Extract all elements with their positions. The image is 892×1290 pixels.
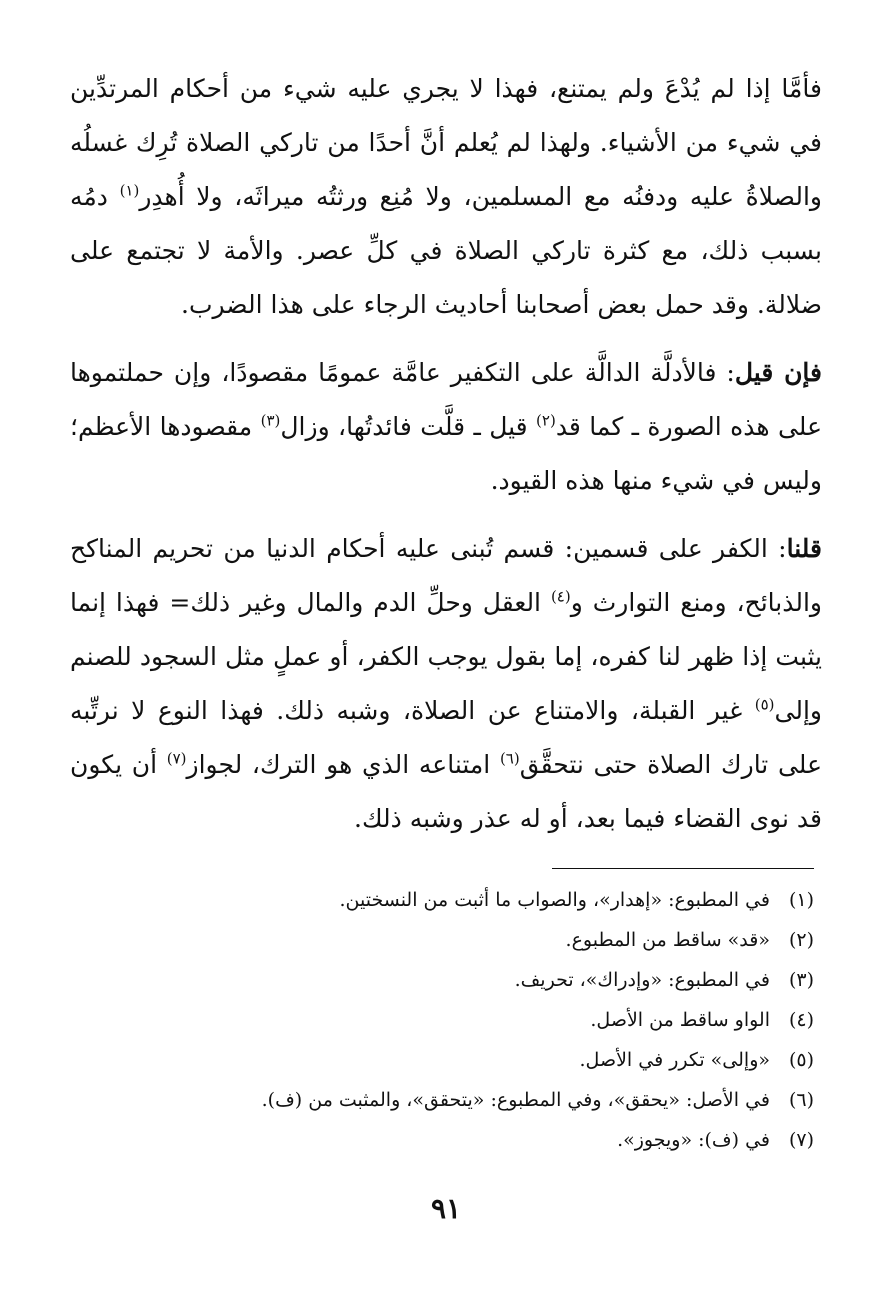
footnote-text: في المطبوع: «وإدراك»، تحريف. bbox=[514, 969, 770, 991]
page-number: ٩١ bbox=[430, 1192, 462, 1225]
footnote-ref-2[interactable]: (٢) bbox=[536, 411, 556, 430]
footnote-ref-7[interactable]: (٧) bbox=[166, 749, 187, 768]
footnote-ref-4[interactable]: (٤) bbox=[550, 587, 571, 606]
paragraph-3-text-c: غير القبلة، والامتناع عن الصلاة، وشبه ذلك. فهذا النوع لا نرتِّبه على تارك الصلاة حتى نتحقَّق bbox=[70, 696, 822, 779]
footnote-ref-1[interactable]: (١) bbox=[119, 181, 140, 200]
paragraph-2-text-c: مقصودها الأعظم؛ وليس في شيء منها هذه القيود. bbox=[70, 412, 822, 495]
footnote-ref-5[interactable]: (٥) bbox=[754, 695, 775, 714]
footnote-ref-6[interactable]: (٦) bbox=[499, 749, 520, 768]
footnotes-list bbox=[70, 880, 814, 1160]
paragraph-3-text-e: أن يكون قد نوى القضاء فيما بعد، أو له عذر وشبه ذلك. bbox=[70, 750, 822, 833]
footnote-text: الواو ساقط من الأصل. bbox=[590, 1009, 770, 1031]
footnote-item bbox=[70, 920, 814, 960]
footnote-item bbox=[70, 1000, 814, 1040]
footnote-number: (٤) bbox=[788, 1009, 814, 1031]
footnote-item bbox=[70, 1080, 814, 1120]
footnote-item bbox=[70, 1040, 814, 1080]
footnote-text: «وإلى» تكرر في الأصل. bbox=[579, 1049, 770, 1071]
paragraph-2 bbox=[70, 346, 822, 508]
paragraph-3-text-d: امتناعه الذي هو الترك، لجواز bbox=[186, 750, 500, 779]
footnote-item bbox=[70, 960, 814, 1000]
paragraph-3 bbox=[70, 522, 822, 846]
footnote-number: (٦) bbox=[788, 1089, 814, 1111]
footnote-number: (٣) bbox=[788, 969, 814, 991]
footnote-item bbox=[70, 1120, 814, 1160]
footnote-text: في (ف): «ويجوز». bbox=[617, 1129, 770, 1151]
paragraph-2-lead: فإن قيل bbox=[734, 358, 822, 387]
footnote-number: (٥) bbox=[788, 1049, 814, 1071]
paragraph-2-text-b: قيل ـ قلَّت فائدتُها، وزال bbox=[280, 412, 537, 441]
main-text bbox=[70, 62, 822, 860]
paragraph-3-text-a: : الكفر على قسمين: قسم تُبنى عليه أحكام الدنيا من تحريم المناكح والذبائح، ومنع التوارث و bbox=[70, 534, 822, 617]
footnote-ref-3[interactable]: (٣) bbox=[260, 411, 281, 430]
footnote-item bbox=[70, 880, 814, 920]
footnote-text: «قد» ساقط من المطبوع. bbox=[565, 929, 770, 951]
footnote-text: في الأصل: «يحقق»، وفي المطبوع: «يتحقق»، والمثبت من (ف). bbox=[261, 1089, 770, 1111]
footnote-number: (٧) bbox=[788, 1129, 814, 1151]
footnote-text: في المطبوع: «إهدار»، والصواب ما أثبت من النسختين. bbox=[339, 889, 770, 911]
footnote-divider bbox=[552, 868, 814, 869]
paragraph-1-text: فأمَّا إذا لم يُدْعَ ولم يمتنع، فهذا لا يجري عليه شيء من أحكام المرتدِّين في شيء من الأشياء. ولهذا لم يُعلم أنَّ أحدًا من تاركي الصلاة تُرِك غسلُه والصلاةُ عليه ودفنُه مع المسلمين، ولا مُنِع ورثتُه ميراثَه، ولا أُهدِر bbox=[70, 74, 822, 211]
paragraph-1 bbox=[70, 62, 822, 332]
footnote-number: (٢) bbox=[788, 929, 814, 951]
paragraph-1-end: دمُه بسبب ذلك، مع كثرة تاركي الصلاة في كلِّ عصر. والأمة لا تجتمع على ضلالة. وقد حمل بعض أصحابنا أحاديث الرجاء على هذا الضرب. bbox=[70, 182, 822, 319]
footnote-number: (١) bbox=[788, 889, 814, 911]
paragraph-3-text-b: العقل وحلِّ الدم والمال وغير ذلك= فهذا إنما يثبت إذا ظهر لنا كفره، إما بقول يوجب الكفر، أو عملٍ مثل السجود للصنم وإلى bbox=[70, 588, 822, 725]
paragraph-2-text-a: : فالأدلَّة الدالَّة على التكفير عامَّة عمومًا مقصودًا، وإن حملتموها على هذه الصورة ـ كما قد bbox=[70, 358, 822, 441]
paragraph-3-lead: قلنا bbox=[786, 534, 822, 563]
